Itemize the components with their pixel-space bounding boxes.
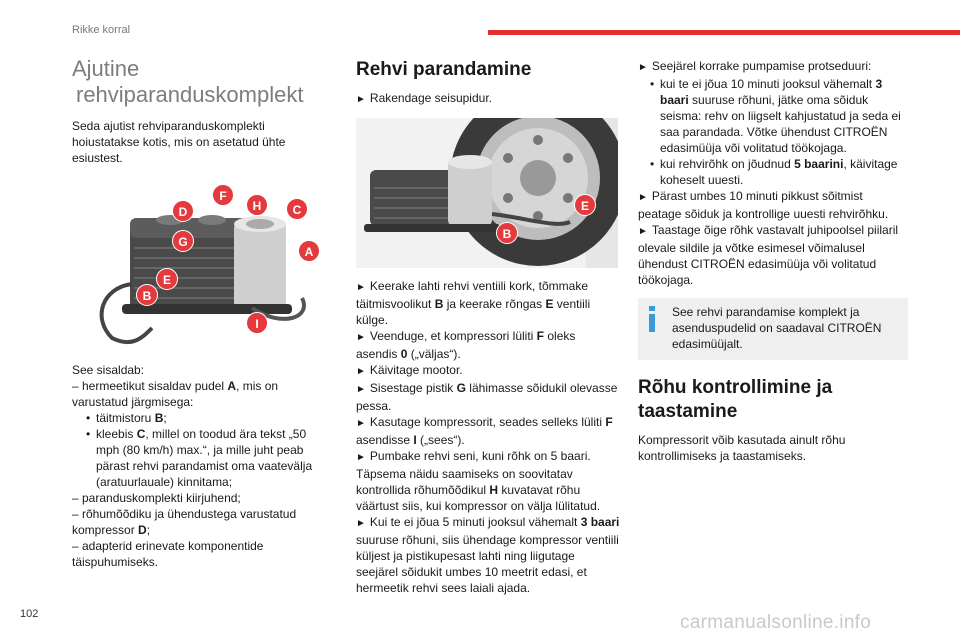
step-check-after-drive: ► Pärast umbes 10 minuti pikkust sõitmist peatage sõiduk ja kontrollige uuesti rehvirõhku. bbox=[638, 189, 889, 221]
condition-low-pressure: • kui te ei jõua 10 minuti jooksul vähemalt 3 baari suuruse rõhuni, jätke oma sõiduk seisma: rehv on liigselt kahjustatud ja seda ei saa parandada. Võtke ühendust CITROËN edasimüüja või volitatud töökojaga. bbox=[650, 76, 908, 156]
repeat-conditions-list bbox=[638, 76, 908, 188]
label-f: F bbox=[212, 184, 234, 206]
label-b: B bbox=[136, 284, 158, 306]
bottle-part-hose: • täitmistoru B; bbox=[86, 410, 322, 426]
section-header: Rikke korral bbox=[72, 24, 131, 36]
pressure-intro: Kompressorit võib kasutada ainult rõhu kontrollimiseks ja taastamiseks. bbox=[638, 433, 846, 463]
contains-item-bottle: – hermeetikut sisaldav pudel A, mis on varustatud järgmisega: bbox=[72, 379, 279, 409]
contains-item-guide: – paranduskomplekti kiirjuhend; bbox=[72, 491, 241, 505]
step-parking-brake: ► Rakendage seisupidur. bbox=[356, 91, 492, 105]
label-c: C bbox=[286, 198, 308, 220]
column-1 bbox=[72, 56, 322, 570]
page-number: 102 bbox=[20, 608, 39, 620]
bottle-parts-list bbox=[72, 410, 322, 490]
watermark: carmanualsonline.info bbox=[680, 612, 872, 633]
step-connect-hose: ► Keerake lahti rehvi ventiili kork, tõmmake täitmisvoolikut B ja keerake rõngas E ventiili külge. bbox=[356, 279, 591, 327]
column-3 bbox=[638, 56, 908, 464]
contains-item-adapters: – adapterid erinevate komponentide täispuhumiseks. bbox=[72, 539, 264, 569]
repair-kit-drawing bbox=[72, 178, 322, 350]
tyre-valve-drawing bbox=[356, 118, 618, 268]
step-plug-in: ► Sisestage pistik G lähimasse sõidukil olevasse pessa. bbox=[356, 381, 618, 413]
contains-label: See sisaldab: bbox=[72, 363, 145, 377]
contains-item-compressor: – rõhumõõdiku ja ühendustega varustatud kompressor D; bbox=[72, 507, 297, 537]
header-red-bar bbox=[488, 30, 960, 35]
info-text: See rehvi parandamise komplekt ja asenduspudelid on saadaval CITROËN edasimüüjalt. bbox=[672, 305, 882, 351]
step-restore-pressure: ► Taastage õige rõhk vastavalt juhipoolsel piilaril olevale sildile ja võtke esimesel võimalusel ühendust CITROËN edasimüüja või volitatud töökojaga. bbox=[638, 223, 899, 287]
step-min-pressure: ► Kui te ei jõua 5 minuti jooksul vähemalt 3 baari suuruse rõhuni, siis ühendage kompressor ventiili küljest ja pistikupesast lahti ning liigutage seejärel sõidukit umbes 10 meetrit edasi, et hermeetik rehvi sees laiali ajada. bbox=[356, 515, 620, 595]
label-d: D bbox=[172, 200, 194, 222]
condition-reached: • kui rehvirõhk on jõudnud 5 baarini, käivitage koheselt uuesti. bbox=[650, 156, 908, 188]
kit-intro: Seda ajutist rehviparanduskomplekti hoiustatakse kotis, mis on asetatud ühte esiustest. bbox=[72, 119, 286, 165]
label-e: E bbox=[156, 268, 178, 290]
bottle-part-sticker: • kleebis C, millel on toodud ära tekst „50 mph (80 km/h) max.“, ja mille juht peab pärast rehvi parandamist oma vaatevälja (aratuurlauale) kinnitama; bbox=[86, 426, 322, 490]
kit-title-line2: rehviparanduskomplekt bbox=[76, 82, 304, 107]
column-2 bbox=[356, 56, 620, 596]
step-repeat: ► Seejärel korrake pumpamise protseduuri: bbox=[638, 59, 872, 73]
label-b-tyre: B bbox=[496, 222, 518, 244]
label-h: H bbox=[246, 194, 268, 216]
tyre-valve-illustration bbox=[356, 118, 618, 268]
kit-title bbox=[72, 56, 322, 108]
info-box bbox=[638, 298, 908, 360]
label-a: A bbox=[298, 240, 320, 262]
repair-kit-illustration bbox=[72, 178, 322, 350]
step-inflate: ► Pumbake rehvi seni, kuni rõhk on 5 baari. bbox=[356, 449, 591, 463]
pressure-title: Rõhu kontrollimine ja taastamine bbox=[638, 377, 833, 422]
label-e-tyre: E bbox=[574, 194, 596, 216]
repair-title: Rehvi parandamine bbox=[356, 59, 532, 80]
step-switch-on: ► Kasutage kompressorit, seades selleks lüliti F asendisse I („sees“). bbox=[356, 415, 613, 447]
info-icon bbox=[648, 306, 656, 332]
step-inflate-note: Täpsema näidu saamiseks on soovitatav kontrollida rõhumõõdikul H kuvatavat rõhu väärtust siis, kui kompressor on välja lülitatud. bbox=[356, 467, 601, 513]
step-start-engine: ► Käivitage mootor. bbox=[356, 363, 463, 377]
label-g: G bbox=[172, 230, 194, 252]
label-i: I bbox=[246, 312, 268, 334]
step-switch-off: ► Veenduge, et kompressori lüliti F oleks asendis 0 („väljas“). bbox=[356, 329, 576, 361]
kit-title-line1: Ajutine bbox=[72, 56, 140, 81]
